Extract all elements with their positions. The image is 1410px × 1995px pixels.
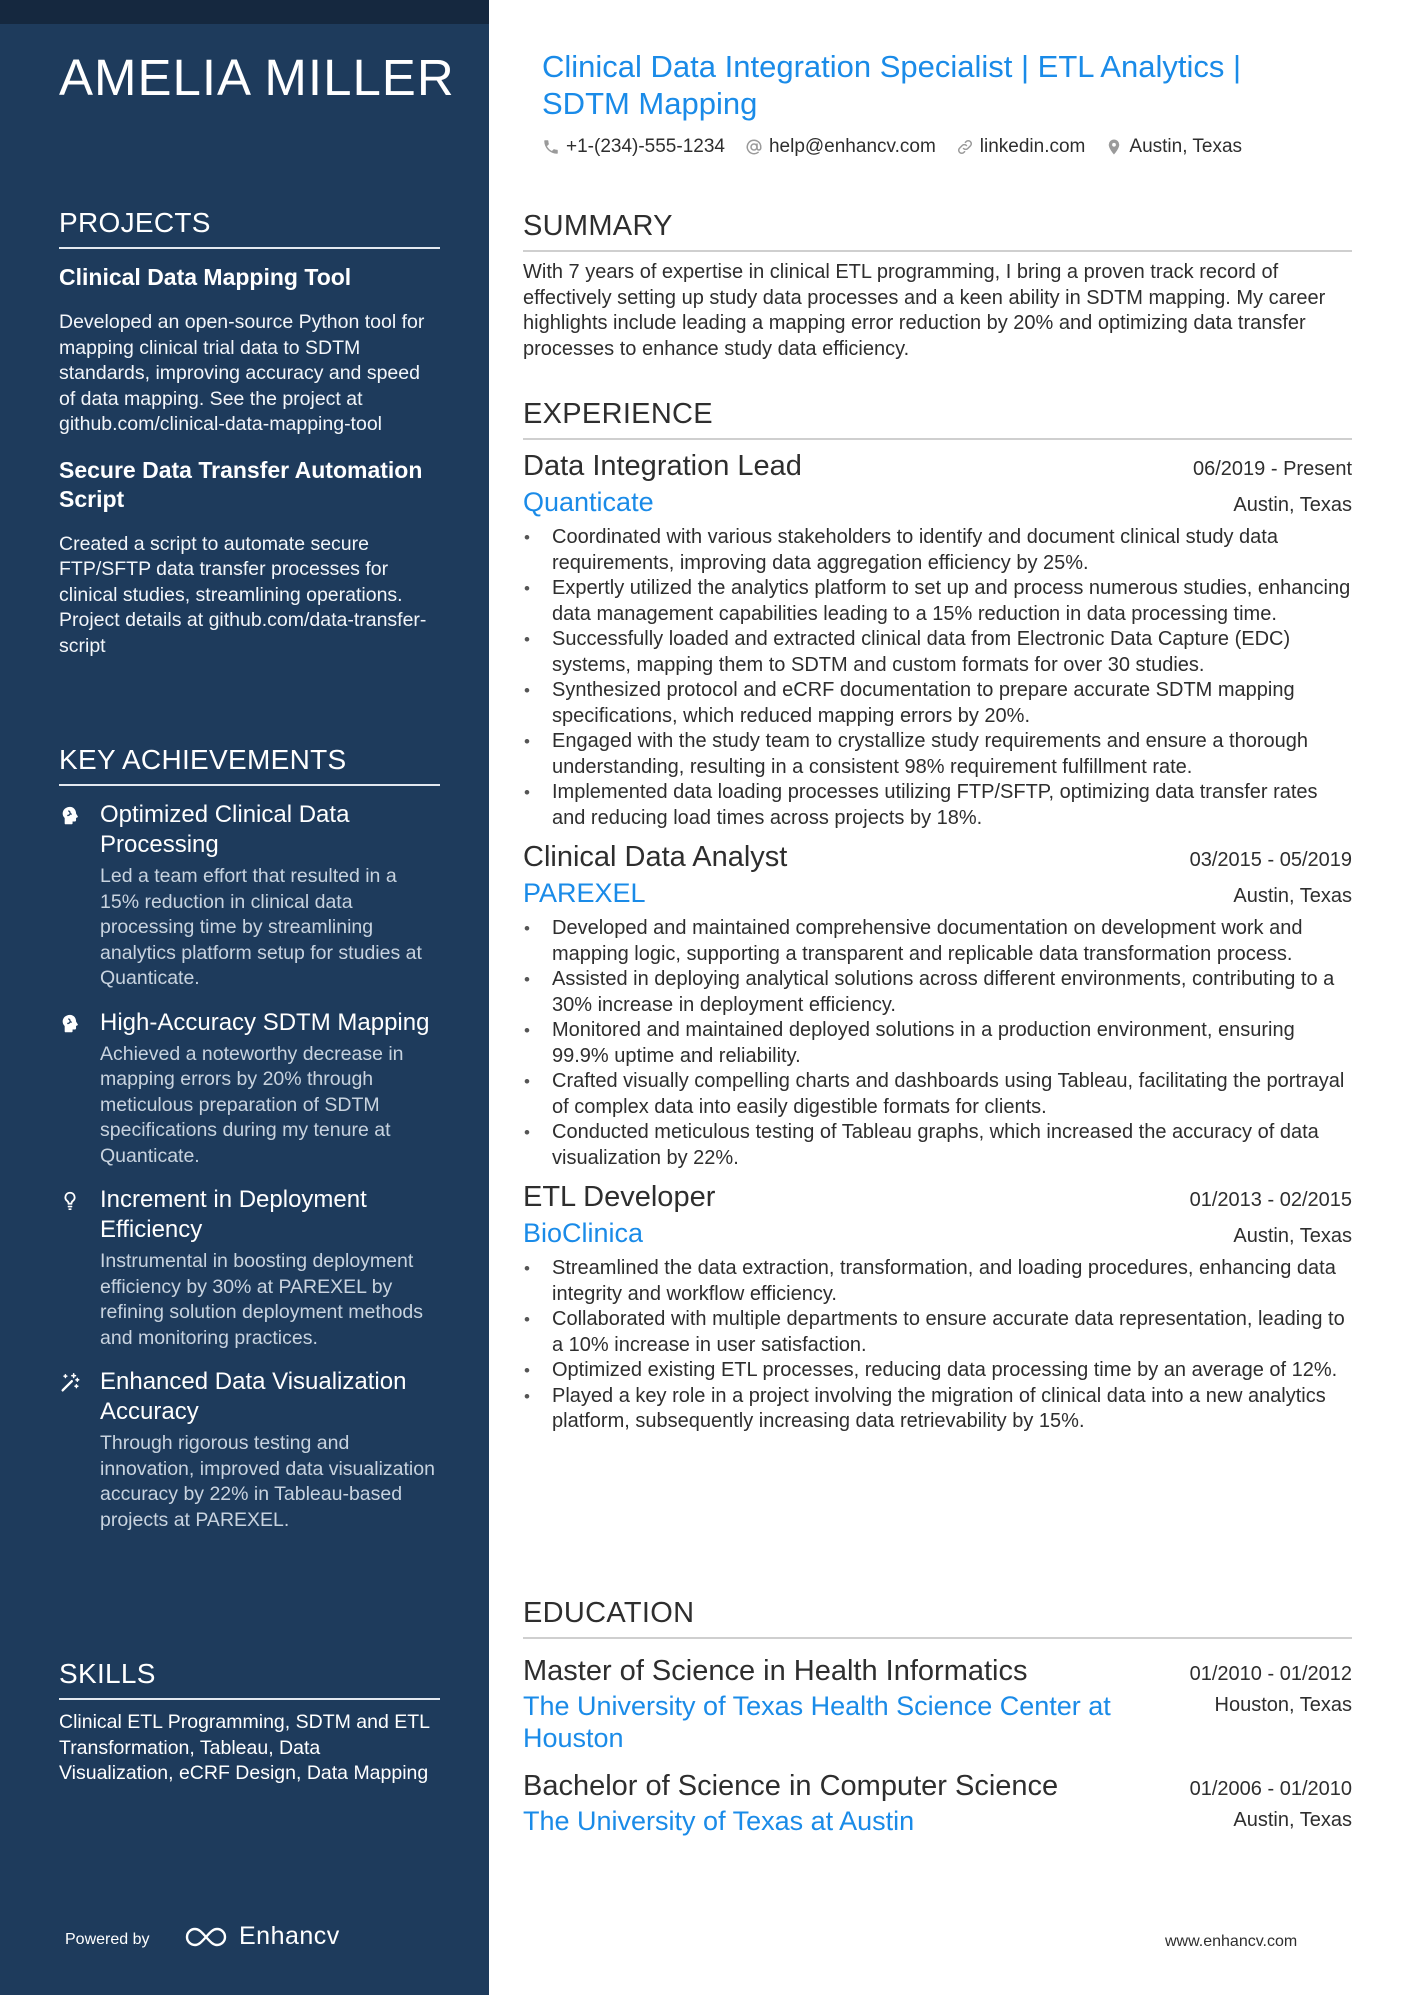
education-heading: EDUCATION (523, 1595, 1352, 1639)
education-section (523, 1595, 1352, 1837)
location-icon (1105, 138, 1123, 156)
achievement-description: Through rigorous testing and innovation, improved data visualization accuracy by 22% in Tableau-based projects at PAREXEL. (100, 1432, 435, 1531)
job-location: Austin, Texas (1233, 885, 1352, 907)
bullet-item: • Coordinated with various stakeholders to identify and document clinical study data requirements, improving data aggregation efficiency by 25%. (523, 525, 1352, 576)
education-location: Austin, Texas (1233, 1809, 1352, 1831)
project-title: Clinical Data Mapping Tool (59, 264, 352, 290)
bullet-item: • Played a key role in a project involving the migration of clinical data into a new analytics platform, subsequently increasing data retrievability by 15%. (523, 1384, 1352, 1435)
job-entry (523, 1179, 1352, 1435)
brain-icon (59, 1013, 81, 1035)
summary-heading: SUMMARY (523, 208, 1352, 252)
at-icon (745, 138, 763, 156)
achievement-item (59, 800, 440, 992)
job-bullets (523, 525, 1352, 831)
contact-linkedin[interactable] (956, 136, 1086, 158)
footer-url[interactable]: www.enhancv.com (1165, 1933, 1298, 1950)
experience-heading: EXPERIENCE (523, 396, 1352, 440)
company-name[interactable]: PAREXEL (523, 878, 646, 908)
contact-email-text: help@enhancv.com (768, 136, 936, 157)
job-bullets (523, 916, 1352, 1171)
education-entry (523, 1768, 1352, 1837)
enhancv-logo[interactable] (183, 1922, 340, 1951)
bullet-item: • Successfully loaded and extracted clinical data from Electronic Data Capture (EDC) systems, mapping them to SDTM and custom formats for over 30 studies. (523, 627, 1352, 678)
project-description: Developed an open-source Python tool for mapping clinical trial data to SDTM standards, improving accuracy and speed of data mapping. See the project at github.com/clinical-data-mapping-tool (59, 311, 425, 435)
summary-text: With 7 years of expertise in clinical ETL programming, I bring a proven track record of effectively setting up study data processes and a keen ability in SDTM mapping. My career highlights include leading a mapping error reduction by 20% and optimizing data transfer processes to enhance study data efficiency. (523, 261, 1326, 360)
job-dates: 06/2019 - Present (1193, 458, 1352, 480)
bullet-item: • Crafted visually compelling charts and dashboards using Tableau, facilitating the portrayal of complex data into easily digestible formats for clients. (523, 1069, 1352, 1120)
brain-icon (59, 805, 81, 827)
candidate-name: AMELIA MILLER (59, 49, 455, 106)
bullet-item: • Monitored and maintained deployed solutions in a production environment, ensuring 99.9% uptime and reliability. (523, 1018, 1352, 1069)
lightbulb-icon (59, 1190, 81, 1212)
contact-phone[interactable] (542, 136, 725, 158)
degree-title: Bachelor of Science in Computer Science (523, 1770, 1059, 1802)
skills-heading: SKILLS (59, 1656, 440, 1700)
bullet-item: • Synthesized protocol and eCRF documentation to prepare accurate SDTM mapping specifications, which reduced mapping errors by 20%. (523, 678, 1352, 729)
projects-heading: PROJECTS (59, 205, 440, 249)
project-description: Created a script to automate secure FTP/SFTP data transfer processes for clinical studies, streamlining operations. Project details at github.com/data-transfer-script (59, 532, 427, 657)
contact-email[interactable] (745, 136, 936, 158)
job-dates: 01/2013 - 02/2015 (1189, 1189, 1352, 1211)
infinity-logo-icon (183, 1925, 229, 1949)
enhancv-brand: Enhancv (239, 1922, 340, 1950)
sidebar-top-bar (0, 0, 489, 24)
contact-location (1105, 136, 1242, 158)
company-name[interactable]: BioClinica (523, 1218, 644, 1248)
bullet-item: • Conducted meticulous testing of Tableau graphs, which increased the accuracy of data visualization by 22%. (523, 1120, 1352, 1171)
experience-section (523, 396, 1352, 1435)
bullet-item: • Streamlined the data extraction, transformation, and loading procedures, enhancing data integrity and workflow efficiency. (523, 1256, 1352, 1307)
job-title: ETL Developer (523, 1181, 716, 1213)
contact-bar (542, 136, 1262, 158)
achievements-heading: KEY ACHIEVEMENTS (59, 742, 440, 786)
job-location: Austin, Texas (1233, 1225, 1352, 1247)
sidebar (0, 0, 489, 1995)
achievement-item (59, 1185, 440, 1351)
job-entry (523, 839, 1352, 1171)
achievement-title: Enhanced Data Visualization Accuracy (100, 1368, 407, 1425)
link-icon (956, 138, 974, 156)
education-dates: 01/2006 - 01/2010 (1189, 1778, 1352, 1800)
powered-by-label: Powered by (65, 1931, 150, 1948)
bullet-item: • Implemented data loading processes utilizing FTP/SFTP, optimizing data transfer rates and reducing load times across projects by 18%. (523, 780, 1352, 831)
phone-icon (542, 138, 560, 156)
achievements-section (59, 742, 440, 1533)
achievement-description: Achieved a noteworthy decrease in mapping errors by 20% through meticulous preparation of SDTM specifications during my tenure at Quanticate. (100, 1042, 404, 1167)
project-title: Secure Data Transfer Automation Script (59, 456, 423, 512)
magic-wand-icon (59, 1372, 81, 1394)
contact-location-text: Austin, Texas (1129, 136, 1243, 157)
job-entry (523, 448, 1352, 831)
bullet-item: • Optimized existing ETL processes, reducing data processing time by an average of 12%. (523, 1358, 1352, 1384)
achievement-item (59, 1008, 440, 1170)
achievement-title: Increment in Deployment Efficiency (100, 1186, 367, 1243)
achievement-description: Instrumental in boosting deployment efficiency by 30% at PAREXEL by refining solution deployment methods and monitoring practices. (100, 1250, 424, 1349)
job-title: Clinical Data Analyst (523, 841, 788, 873)
company-name[interactable]: Quanticate (523, 487, 654, 517)
bullet-item: • Assisted in deploying analytical solutions across different environments, contributing to a 30% increase in deployment efficiency. (523, 967, 1352, 1018)
skills-section (59, 1656, 440, 1787)
summary-section (523, 208, 1352, 362)
bullet-item: • Developed and maintained comprehensive documentation on development work and mapping logic, supporting a transparent and replicable data transformation process. (523, 916, 1352, 967)
achievement-title: High-Accuracy SDTM Mapping (100, 1008, 430, 1036)
headline: Clinical Data Integration Specialist | ETL Analytics | SDTM Mapping (542, 49, 1241, 121)
education-location: Houston, Texas (1214, 1694, 1352, 1716)
achievement-description: Led a team effort that resulted in a 15% reduction in clinical data processing time by streamlining analytics platform setup for studies at Quanticate. (100, 865, 422, 989)
contact-phone-text: +1-(234)-555-1234 (566, 136, 725, 157)
bullet-item: • Collaborated with multiple departments to ensure accurate data representation, leading to a 10% increase in user satisfaction. (523, 1307, 1352, 1358)
bullet-item: • Engaged with the study team to crystallize study requirements and ensure a thorough understanding, resulting in a consistent 98% requirement fulfillment rate. (523, 729, 1352, 780)
skills-list: Clinical ETL Programming, SDTM and ETL Transformation, Tableau, Data Visualization, eCRF Design, Data Mapping (59, 1711, 430, 1784)
projects-section (59, 205, 440, 659)
education-dates: 01/2010 - 01/2012 (1189, 1663, 1352, 1685)
job-bullets (523, 1256, 1352, 1435)
degree-title: Master of Science in Health Informatics (523, 1655, 1028, 1687)
job-location: Austin, Texas (1233, 494, 1352, 516)
project-item (59, 263, 440, 438)
school-name[interactable]: The University of Texas Health Science Center at Houston (523, 1691, 1111, 1753)
education-entry (523, 1653, 1352, 1754)
job-title: Data Integration Lead (523, 450, 802, 482)
contact-linkedin-text: linkedin.com (979, 136, 1086, 157)
bullet-item: • Expertly utilized the analytics platform to set up and process numerous studies, enhancing data management capabilities leading to a 15% reduction in data processing time. (523, 576, 1352, 627)
job-dates: 03/2015 - 05/2019 (1189, 849, 1352, 871)
achievement-title: Optimized Clinical Data Processing (100, 801, 350, 858)
school-name[interactable]: The University of Texas at Austin (523, 1806, 915, 1836)
project-item (59, 456, 440, 660)
achievement-item (59, 1367, 440, 1533)
